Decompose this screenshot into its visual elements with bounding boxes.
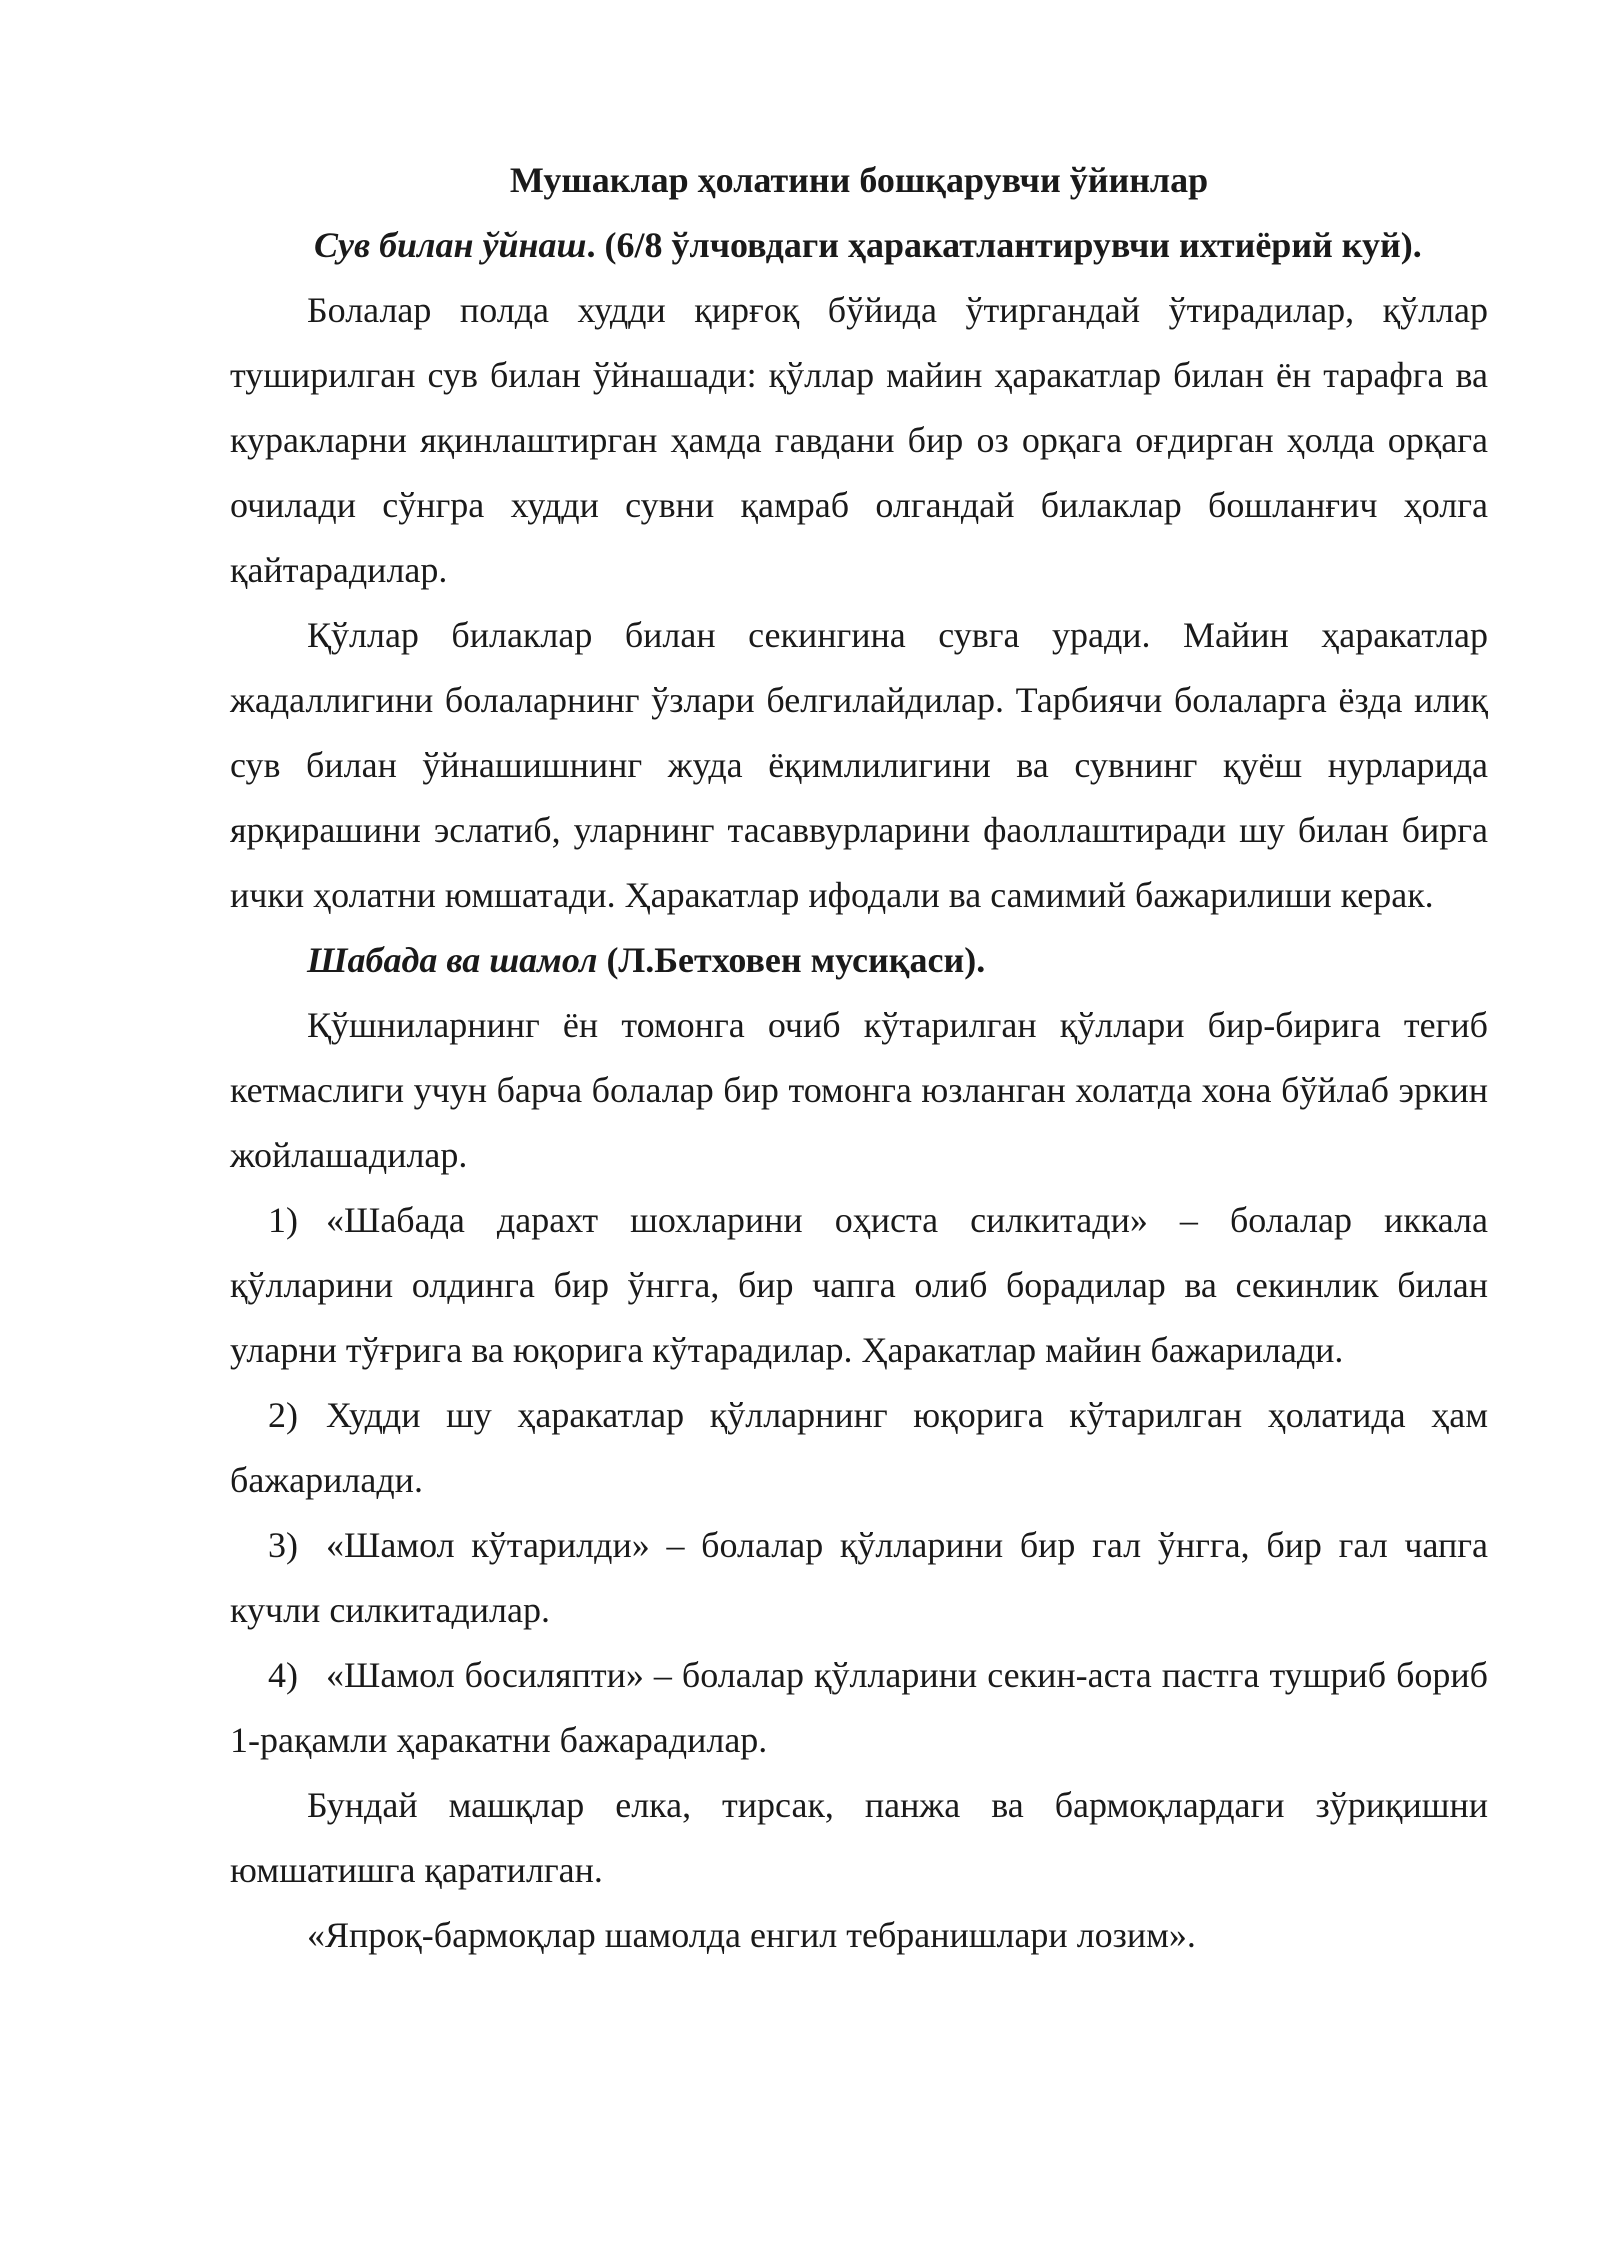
list-item-text: Худди шу ҳаракатлар қўлларнинг юқорига кўтарилган ҳолатида ҳам бажарилади. [230, 1395, 1488, 1500]
paragraph: Қўшниларнинг ён томонга очиб кўтарилган қўллари бир-бирига тегиб кетмаслиги учун барча болалар бир томонга юзланган холатда хона бўйлаб эркин жойлашадилар. [230, 1005, 1488, 1175]
section-heading-water-play [230, 213, 1488, 278]
list-item [230, 1188, 1488, 1383]
section-heading-subtitle: . (6/8 ўлчовдаги ҳаракатлантирувчи ихтиёрий куй). [586, 225, 1422, 265]
paragraph: Қўллар билаклар билан секингина сувга уради. Майин ҳаракатлар жадаллигини болаларнинг ўзлари белгилайдилар. Тарбиячи болаларга ёзда илиқ сув билан ўйнашишнинг жуда ёқимлилигини ва сувнинг қуёш нурларида ярқирашини эслатиб, уларнинг тасаввурларини фаоллаштиради шу билан бирга ички ҳолатни юмшатади. Ҳаракатлар ифодали ва самимий бажарилиши керак. [230, 615, 1488, 915]
list-item [230, 1383, 1488, 1513]
list-item-number: 4) [268, 1655, 298, 1695]
list-item-number: 2) [268, 1395, 298, 1435]
list-item-text: «Шамол кўтарилди» – болалар қўлларини бир гал ўнгга, бир гал чапга кучли силкитадилар. [230, 1525, 1488, 1630]
list-item-number: 1) [268, 1200, 298, 1240]
section-heading-name: Шабада ва шамол [307, 940, 598, 980]
paragraph: «Япроқ-бармоқлар шамолда енгил тебранишлари лозим». [307, 1915, 1196, 1955]
paragraph: Бундай машқлар елка, тирсак, панжа ва бармоқлардаги зўриқишни юмшатишга қаратилган. [230, 1785, 1488, 1890]
section-heading-subtitle: (Л.Бетховен мусиқаси). [597, 940, 986, 980]
list-item-text: «Шамол босиляпти» – болалар қўлларини секин-аста пастга тушриб бориб 1-рақамли ҳаракатни бажарадилар. [230, 1655, 1488, 1760]
list-item-number: 3) [268, 1525, 298, 1565]
list-item [230, 1513, 1488, 1643]
list-item-text: «Шабада дарахт шохларини оҳиста силкитади» – болалар иккала қўлларини олдинга бир ўнгга, бир чапга олиб борадилар ва секинлик билан уларни тўғрига ва юқорига кўтарадилар. Ҳаракатлар майин бажарилади. [230, 1200, 1488, 1370]
section-heading-name: Сув билан ўйнаш [314, 225, 587, 265]
paragraph: Болалар полда худди қирғоқ бўйида ўтиргандай ўтирадилар, қўллар туширилган сув билан ўйнашади: қўллар майин ҳаракатлар билан ён тарафга ва куракларни яқинлаштирган ҳамда гавдани бир оз орқага оғдирган ҳолда орқага очилади сўнгра худди сувни қамраб олгандай билаклар бошланғич ҳолга қайтарадилар. [230, 290, 1488, 590]
section-heading-breeze-wind [230, 928, 1488, 993]
document-title: Мушаклар ҳолатини бошқарувчи ўйинлар [509, 160, 1209, 200]
document-page [230, 148, 1488, 1968]
list-item [230, 1643, 1488, 1773]
